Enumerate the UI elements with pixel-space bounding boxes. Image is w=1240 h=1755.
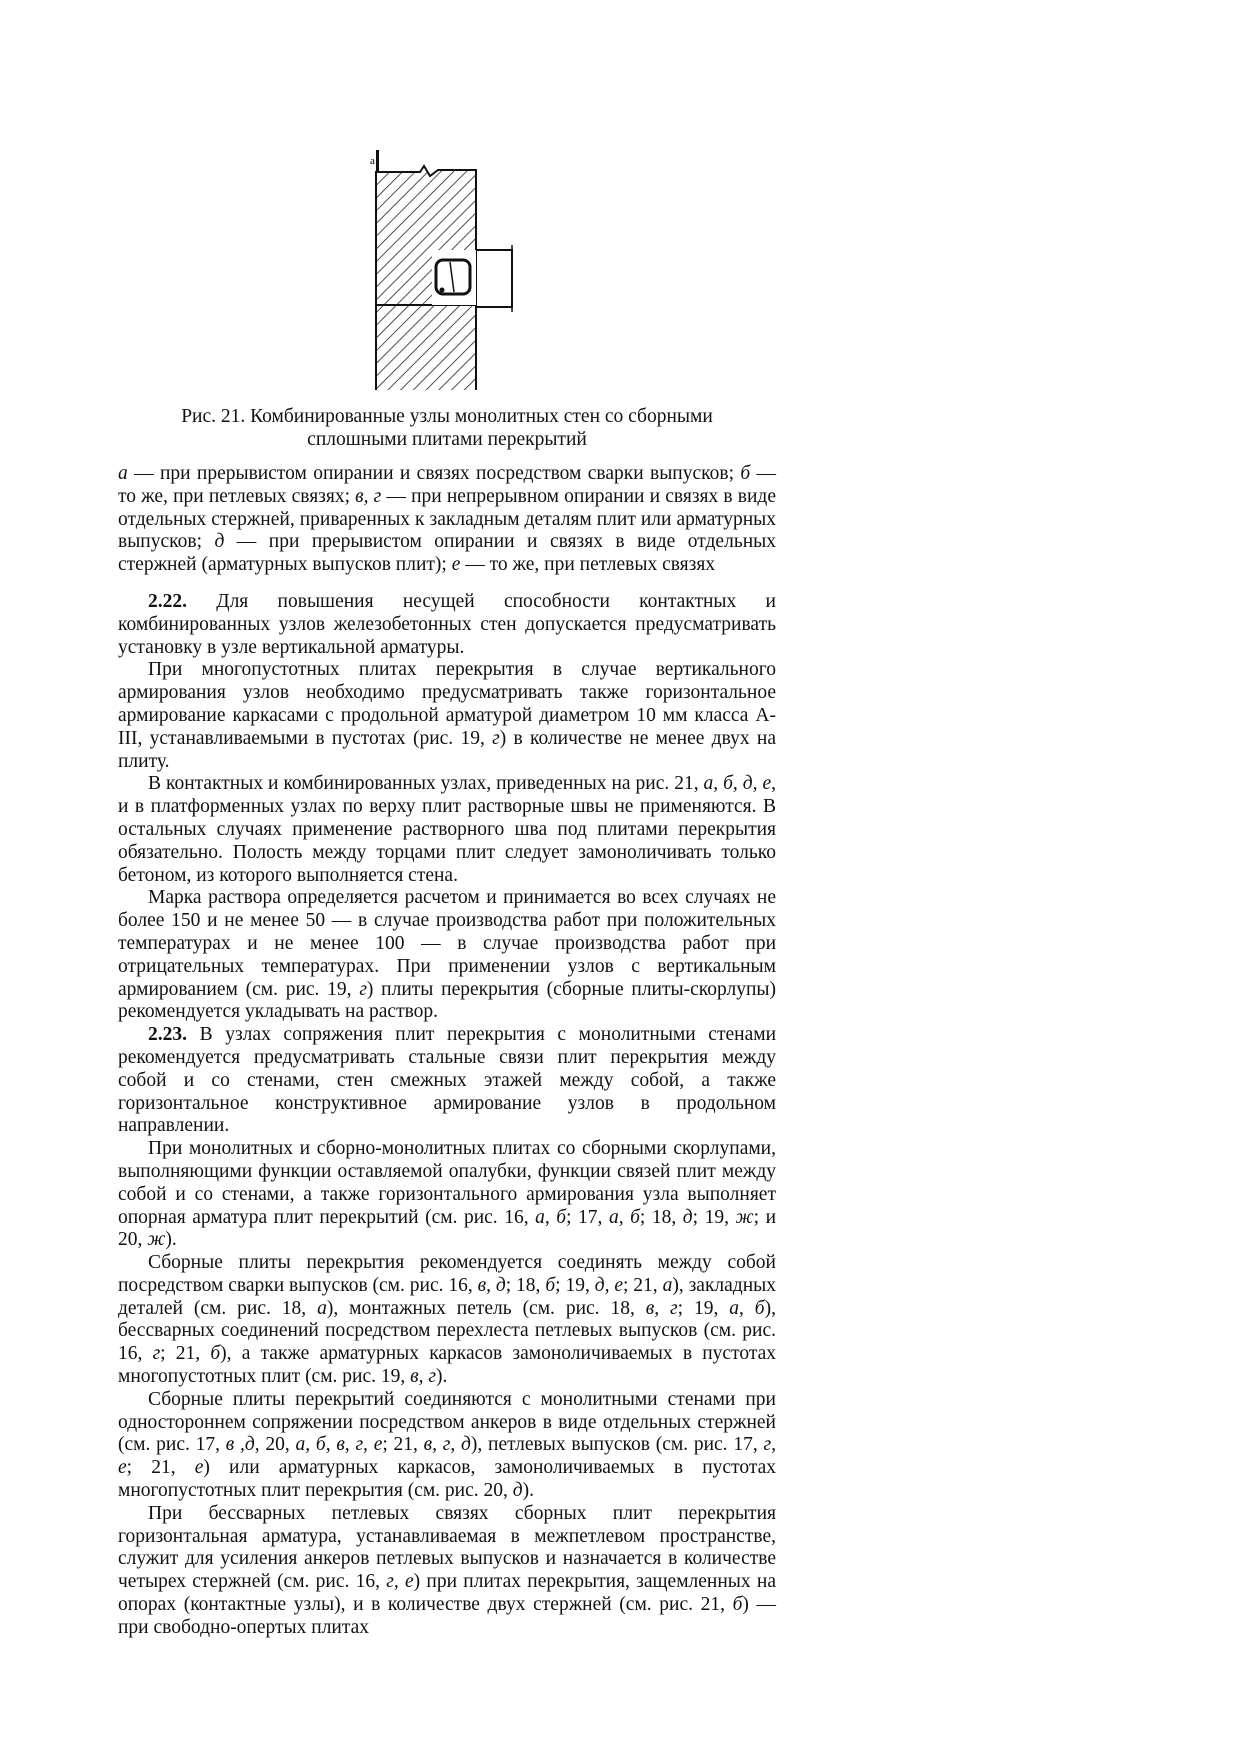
italic-ref: е — [194, 1457, 204, 1479]
text-run: ; 19, — [677, 1297, 730, 1319]
text-run: ). — [522, 1480, 535, 1502]
text-run: ; 21, — [382, 1434, 424, 1456]
text-run: ; 21, — [160, 1343, 211, 1365]
paragraph — [118, 887, 776, 1024]
paragraph — [118, 1389, 776, 1503]
paragraph — [118, 1252, 776, 1389]
italic-ref: г, е — [118, 1434, 776, 1479]
figure-21a — [360, 150, 540, 390]
paragraph — [118, 659, 776, 773]
text-run: ; 21, — [623, 1274, 663, 1296]
italic-ref: б — [545, 1274, 556, 1296]
text-run: ), бессварных соединений посредством перехлеста петлевых выпусков (см. рис. 16, — [118, 1297, 776, 1365]
italic-ref: ж — [735, 1206, 754, 1228]
wall-slab-joint-drawing — [360, 150, 540, 390]
text-run: , и в платформенных узлах по верху плит растворные швы не применяются. В остальных случаях применение растворного шва под плитами перекрытия обязательно. Полость между торцами плит следует замоноличивать только бетоном, из которого выполняется стена. — [118, 773, 776, 886]
italic-ref: а — [317, 1297, 327, 1319]
clause-number: 2.23. — [148, 1024, 187, 1046]
text-run: ) при плитах перекрытия, защемленных на опорах (контактные узлы), и в количестве двух стержней (см. рис. 21, — [118, 1571, 776, 1616]
text-run: ; 17, — [566, 1206, 609, 1228]
text-run: При многопустотных плитах перекрытия в случае вертикального армирования узлов необходимо предусматривать также горизонтальное армирование каркасами с продольной арматурой диаметром 10 мм класса А-III, устанавливаемыми в пустотах (рис. 19, — [118, 659, 776, 749]
italic-ref: в, д — [477, 1274, 506, 1296]
text-run: ) плиты перекрытия (сборные плиты-скорлупы) рекомендуется укладывать на раствор. — [118, 978, 776, 1023]
text-run: ; 19, — [692, 1206, 736, 1228]
text-run: ), закладных деталей (см. рис. 18, — [118, 1274, 777, 1319]
italic-ref: а, б — [535, 1206, 567, 1228]
legend-text: — то же, при петлевых связях; — [118, 463, 776, 507]
lower-wall-section — [376, 305, 476, 390]
legend-text: — при прерывистом опирании и связях посредством сварки выпусков; — [127, 463, 741, 484]
italic-ref: б — [210, 1343, 221, 1365]
text-run: Марка раствора определяется расчетом и принимается во всех случаях не более 150 и не менее 50 — в случае производства работ при положительных температурах и не менее 100 — в случае производства работ при отрицательных температурах. При применении узлов с вертикальным армированием (см. рис. 19, — [118, 887, 776, 1000]
italic-ref: г — [492, 727, 500, 749]
text-run: ; 19, — [555, 1274, 595, 1296]
text-run: При монолитных и сборно-монолитных плитах со сборными скорлупами, выполняющими функции оставляемой опалубки, функции связей плит между собой и со стенами, а также горизонтального армирования узла выполняет опорная арматура плит перекрытий (см. рис. 16, — [118, 1138, 776, 1228]
italic-ref: г, е — [386, 1571, 414, 1593]
text-run: ; 21, — [126, 1457, 195, 1479]
text-run: ; 18, — [505, 1274, 546, 1296]
legend-letter: д — [214, 531, 225, 553]
floor-slab — [476, 250, 512, 307]
text-run: Сборные плиты перекрытий соединяются с монолитными стенами при одностороннем сопряжении посредством анкеров в виде отдельных стержней (см. рис. 17, — [118, 1388, 776, 1456]
text-run: ). — [435, 1366, 448, 1388]
italic-ref: б — [732, 1594, 743, 1616]
text-run: , 20, — [254, 1434, 296, 1456]
text-run: В контактных и комбинированных узлах, приведенных на рис. 21, — [148, 773, 704, 795]
text-run: При бессварных петлевых связях сборных плит перекрытия горизонтальная арматура, устанавливаемая в межпетлевом пространстве, служит для усиления анкеров петлевых выпусков и назначается в количестве четырех стержней (см. рис. 16, — [118, 1502, 776, 1593]
italic-ref: а, б — [608, 1206, 640, 1228]
paragraph-text: В узлах сопряжения плит перекрытия с монолитными стенами рекомендуется предусматривать стальные связи плит перекрытия между собой и со стенами, стен смежных этажей между собой, а также горизонтальное конструктивное армирование узлов в продольном направлении. — [118, 1024, 776, 1137]
legend-text: — при прерывистом опирании и связях в виде отдельных стержней (арматурных выпусков плит); — [118, 531, 776, 576]
caption-line-1: Рис. 21. Комбинированные узлы монолитных стен со сборными — [181, 406, 713, 427]
italic-ref: г — [359, 978, 367, 1000]
italic-ref: д, е — [594, 1274, 623, 1296]
caption-line-2: сплошными плитами перекрытий — [307, 429, 587, 450]
italic-ref: в, г, д — [423, 1434, 471, 1456]
text-run: ; 18, — [639, 1206, 683, 1228]
text-run: ) или арматурных каркасов, замоноличиваемых в пустотах многопустотных плит перекрытия (см. рис. 20, — [118, 1457, 776, 1502]
text-run: ) — при свободно-опертых плитах — [118, 1594, 776, 1638]
legend-text: — при непрерывном опирании и связях в виде отдельных стержней, приваренных к закладным деталям плит или арматурных выпусков; — [118, 485, 776, 553]
text-run: ) в количестве не менее двух на плиту. — [118, 727, 776, 772]
paragraph — [118, 1138, 776, 1252]
italic-ref: г — [152, 1343, 161, 1365]
italic-ref: а, б, в, г, е — [295, 1434, 383, 1456]
paragraph-2-22 — [118, 591, 776, 659]
legend-letter: е — [451, 554, 461, 576]
italic-ref: д — [512, 1480, 523, 1502]
italic-ref: д — [682, 1206, 693, 1228]
legend-letter: а — [118, 463, 128, 484]
figure-label: a — [370, 155, 375, 167]
text-run: ), монтажных петель (см. рис. 18, — [326, 1297, 646, 1319]
paragraph-text: Для повышения несущей способности контактных и комбинированных узлов железобетонных стен допускается предусматривать установку в узле вертикальной арматуры. — [118, 590, 776, 658]
legend-text: — то же, при петлевых связях — [460, 554, 716, 576]
figure-caption — [118, 405, 776, 451]
italic-ref: в ,д — [225, 1434, 255, 1456]
paragraph — [118, 773, 776, 887]
clause-number: 2.22. — [148, 590, 187, 612]
legend-paragraph — [118, 463, 776, 577]
italic-ref: а — [662, 1274, 673, 1296]
italic-ref: ж — [147, 1229, 166, 1251]
text-run: ), а также арматурных каркасов замоноличиваемых в пустотах многопустотных плит (см. рис. 19, — [118, 1343, 776, 1388]
italic-ref: в, г — [410, 1366, 436, 1388]
text-run: ; и 20, — [118, 1206, 777, 1251]
legend-letter: б — [740, 463, 751, 484]
text-run: ). — [165, 1229, 177, 1251]
paragraph-2-23 — [118, 1024, 776, 1138]
figure-legend — [118, 463, 776, 1640]
italic-ref: а, б — [729, 1297, 765, 1319]
italic-ref: в, г — [645, 1297, 678, 1319]
text-run: ), петлевых выпусков (см. рис. 17, — [470, 1434, 764, 1456]
paragraph — [118, 1503, 776, 1640]
legend-letter: в, г — [355, 485, 382, 507]
text-run: Сборные плиты перекрытия рекомендуется соединять между собой посредством сварки выпусков (см. рис. 16, — [118, 1252, 776, 1296]
italic-ref: а, б, д, е — [703, 773, 772, 795]
